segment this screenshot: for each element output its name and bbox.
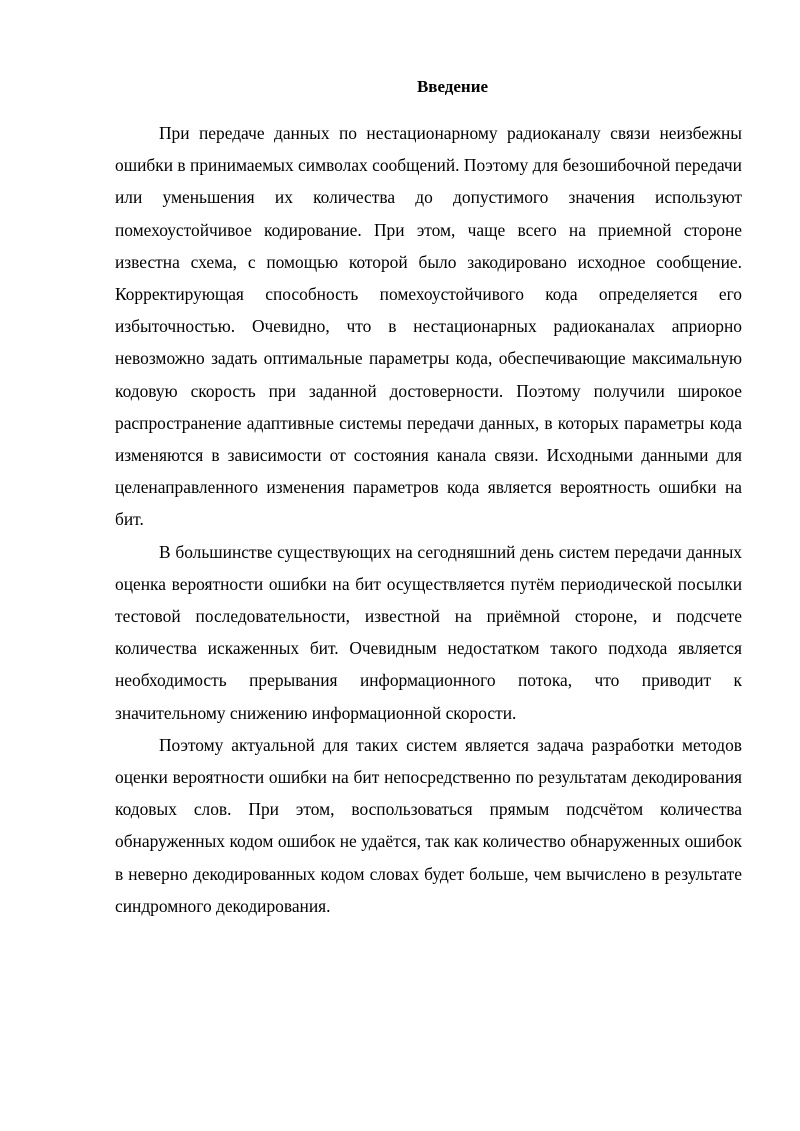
body-text — [115, 117, 742, 922]
paragraph-1: При передаче данных по нестационарному радиоканалу связи неизбежны ошибки в принимаемых символах сообщений. Поэтому для безошибочной передачи или уменьшения их количества до допустимого значения используют помехоустойчивое кодирование. При этом, чаще всего на приемной стороне известна схема, с помощью которой было закодировано исходное сообщение. Корректирующая способность помехоустойчивого кода определяется его избыточностью. Очевидно, что в нестационарных радиоканалах априорно невозможно задать оптимальные параметры кода, обеспечивающие максимальную кодовую скорость при заданной достоверности. Поэтому получили широкое распространение адаптивные системы передачи данных, в которых параметры кода изменяются в зависимости от состояния канала связи. Исходными данными для целенаправленного изменения параметров кода является вероятность ошибки на бит. — [115, 123, 742, 530]
section-title: Введение — [416, 77, 489, 96]
paragraph-2: В большинстве существующих на сегодняшний день систем передачи данных оценка вероятности ошибки на бит осуществляется путём периодической посылки тестовой последовательности, известной на приёмной стороне, и подсчете количества искаженных бит. Очевидным недостатком такого подхода является необходимость прерывания информационного потока, что приводит к значительному снижению информационной скорости. — [115, 541, 742, 723]
paragraph-3: Поэтому актуальной для таких систем является задача разработки методов оценки вероятности ошибки на бит непосредственно по результатам декодирования кодовых слов. При этом, воспользоваться прямым подсчётом количества обнаруженных кодом ошибок не удаётся, так как количество обнаруженных ошибок в неверно декодированных кодом словах будет больше, чем вычислено в результате синдромного декодирования. — [115, 734, 742, 916]
